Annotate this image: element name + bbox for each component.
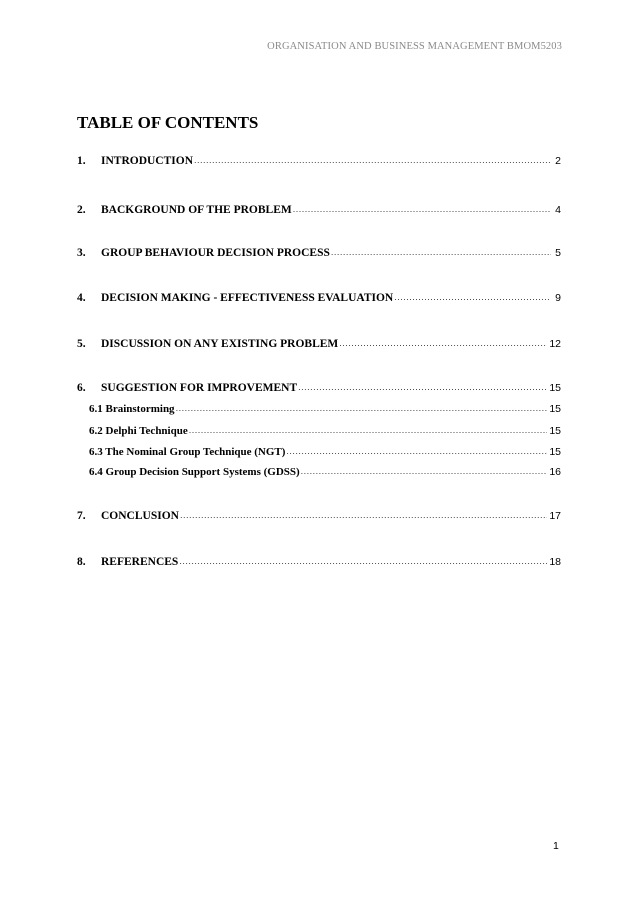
toc-entry-page: 16 [549,466,561,478]
toc-dot-leader [180,510,547,520]
toc-entry-background[interactable] [77,204,561,220]
toc-entry-introduction[interactable] [77,155,561,171]
toc-dot-leader [293,204,551,214]
toc-entry-number: 8. [77,556,86,568]
toc-entry-page: 15 [549,403,561,415]
page-number: 1 [553,840,559,852]
toc-dot-leader [194,155,551,165]
toc-entry-page: 9 [555,292,561,304]
toc-entry-label: INTRODUCTION [101,155,194,167]
toc-entry-page: 17 [549,510,561,522]
toc-entry-discussion[interactable] [77,338,561,354]
toc-entry-number: 3. [77,247,86,259]
toc-entry-number: 1. [77,155,86,167]
toc-entry-label: 6.3 The Nominal Group Technique (NGT) [89,446,286,458]
toc-entry-label: 6.4 Group Decision Support Systems (GDSS) [89,466,300,478]
toc-entry-references[interactable] [77,556,561,572]
toc-dot-leader [298,382,547,392]
toc-dot-leader [176,403,548,413]
toc-entry-number: 2. [77,204,86,216]
toc-entry-label: 6.2 Delphi Technique [89,425,188,437]
toc-entry-group-behaviour[interactable] [77,247,561,263]
toc-entry-page: 4 [555,204,561,216]
toc-entry-decision-making[interactable] [77,292,561,308]
toc-entry-page: 15 [549,382,561,394]
toc-dot-leader [339,338,547,348]
toc-dot-leader [189,425,548,435]
toc-dot-leader [179,556,547,566]
toc-entry-page: 18 [549,556,561,568]
toc-entry-label: REFERENCES [101,556,179,568]
page-header: ORGANISATION AND BUSINESS MANAGEMENT BMOM5203 [267,41,562,52]
toc-dot-leader [394,292,551,302]
toc-entry-number: 5. [77,338,86,350]
toc-entry-page: 2 [555,155,561,167]
toc-entry-page: 15 [549,425,561,437]
toc-entry-label: BACKGROUND OF THE PROBLEM [101,204,292,216]
toc-entry-page: 15 [549,446,561,458]
toc-entry-label: DISCUSSION ON ANY EXISTING PROBLEM [101,338,339,350]
toc-entry-page: 5 [555,247,561,259]
toc-entry-page: 12 [549,338,561,350]
toc-entry-label: 6.1 Brainstorming [89,403,175,415]
toc-subentry-brainstorming[interactable] [89,403,561,419]
toc-entry-label: CONCLUSION [101,510,179,522]
toc-entry-number: 6. [77,382,86,394]
toc-dot-leader [331,247,551,257]
toc-dot-leader [286,446,547,456]
toc-subentry-gdss[interactable] [89,466,561,482]
toc-title: TABLE OF CONTENTS [77,113,259,132]
toc-entry-label: DECISION MAKING - EFFECTIVENESS EVALUATION [101,292,394,304]
toc-entry-number: 7. [77,510,86,522]
toc-dot-leader [301,466,548,476]
toc-subentry-delphi[interactable] [89,425,561,441]
toc-entry-number: 4. [77,292,86,304]
toc-entry-label: GROUP BEHAVIOUR DECISION PROCESS [101,247,330,259]
toc-entry-suggestion[interactable] [77,382,561,398]
toc-subentry-ngt[interactable] [89,446,561,462]
toc-entry-label: SUGGESTION FOR IMPROVEMENT [101,382,298,394]
toc-entry-conclusion[interactable] [77,510,561,526]
